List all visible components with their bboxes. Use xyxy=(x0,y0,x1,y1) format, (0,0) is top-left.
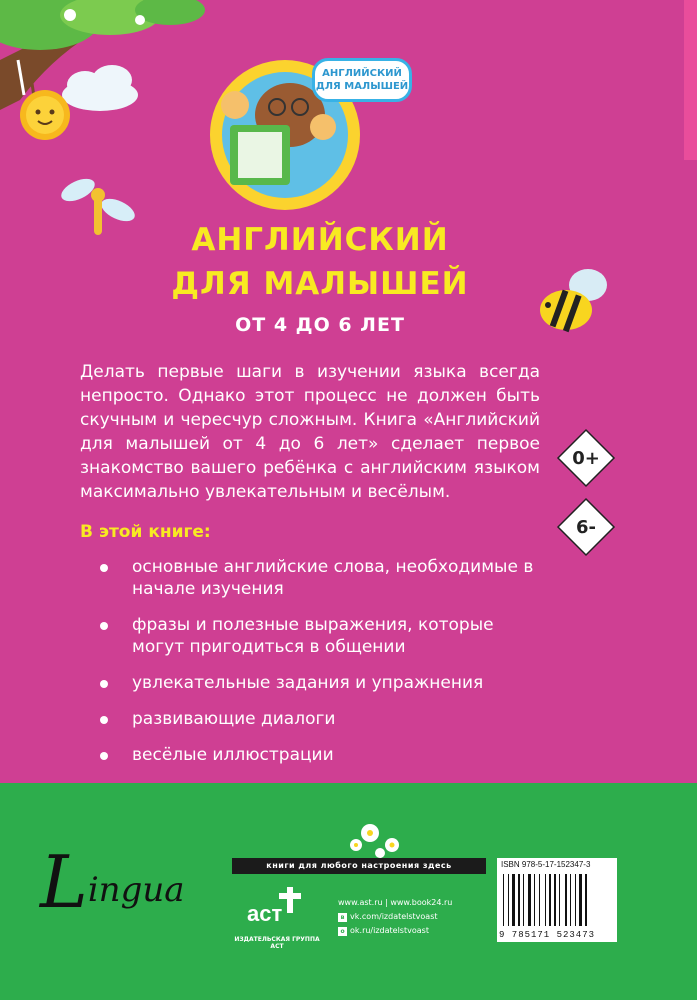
features-list xyxy=(100,556,540,780)
list-item: развивающие диалоги xyxy=(100,708,540,730)
list-item: увлекательные задания и упражнения xyxy=(100,672,540,694)
age-badge-6minus xyxy=(556,497,616,557)
list-item: весёлые иллюстрации xyxy=(100,744,540,766)
series-badge xyxy=(312,58,412,102)
list-item: основные английские слова, необходимые в начале изучения xyxy=(100,556,540,600)
sun-icon xyxy=(20,90,70,140)
lingua-logo: Lingua xyxy=(40,840,185,924)
isbn-barcode xyxy=(497,858,617,942)
title-line2: ДЛЯ МАЛЫШЕЙ xyxy=(171,266,469,302)
vk-icon: в xyxy=(338,913,347,922)
series-badge-line2: ДЛЯ МАЛЫШЕЙ xyxy=(315,81,409,92)
cloud-icon xyxy=(62,65,138,111)
ast-subtitle: ИЗДАТЕЛЬСКАЯ ГРУППА АСТ xyxy=(234,936,320,950)
age-badge-label: 0+ xyxy=(572,447,600,469)
svg-text:аст: аст xyxy=(247,901,283,926)
ok-link[interactable]: o ok.ru/izdatelstvoast xyxy=(338,925,452,937)
isbn-digits: 9 785171 523473 xyxy=(499,930,596,940)
title-line1: АНГЛИЙСКИЙ xyxy=(191,222,449,258)
bee-icon xyxy=(540,269,607,332)
series-badge-line1: АНГЛИЙСКИЙ xyxy=(322,68,402,79)
isbn-label: ISBN 978-5-17-152347-3 xyxy=(501,860,591,869)
publisher-tagline: книги для любого настроения здесь xyxy=(232,858,486,874)
age-badge-0plus xyxy=(556,428,616,488)
publisher-links xyxy=(338,897,452,939)
vk-link[interactable]: в vk.com/izdatelstvoast xyxy=(338,911,452,923)
age-badge-label: 6- xyxy=(576,516,596,538)
child-icon xyxy=(221,91,249,119)
barcode-icon xyxy=(499,872,615,928)
title-age-range: ОТ 4 ДО 6 ЛЕТ xyxy=(235,314,405,336)
list-item: фразы и полезные выражения, которые могут пригодиться в общении xyxy=(100,614,540,658)
child-icon xyxy=(310,114,336,140)
features-heading: В этой книге: xyxy=(80,522,211,542)
ast-logo-icon xyxy=(237,883,307,933)
ok-icon: o xyxy=(338,927,347,936)
intro-paragraph: Делать первые шаги в изучении языка всегда непросто. Однако этот процесс не должен быть скучным и чересчур сложным. Книга «Английский для малышей от 4 до 6 лет» сделает первое знакомство вашего ребёнка с английским языком максимально увлекательным и весёлым. xyxy=(80,362,540,502)
site-link[interactable]: www.ast.ru | www.book24.ru xyxy=(338,898,453,907)
